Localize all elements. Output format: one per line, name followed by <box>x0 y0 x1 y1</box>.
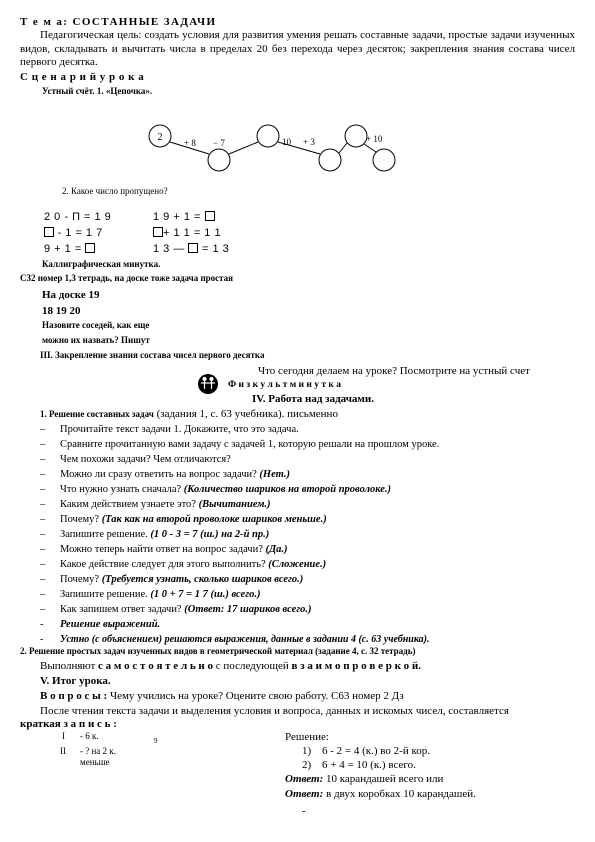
scenario-heading: С ц е н а р и й у р о к а <box>20 71 145 83</box>
short-note-nine: 9 <box>154 737 158 745</box>
chain-circle-5 <box>345 125 367 147</box>
solution-step-number: 1) <box>302 745 312 757</box>
section-4-heading: IV. Работа над задачами. <box>252 393 375 405</box>
solution-label: Решение: <box>285 731 329 743</box>
short-note-row-text: - ? на 2 к. <box>80 746 116 756</box>
blank-box <box>188 243 198 253</box>
chain-op-1: + 8 <box>184 138 196 148</box>
equation-left-3: 9 + 1 = <box>44 243 95 255</box>
answer-line: Ответ: в двух коробках 10 карандашей. <box>285 788 476 800</box>
self-check-line: Выполняют с а м о с т о я т е л ь н о с последующей в з а и м о п р о в е р к о й. <box>40 660 422 672</box>
solution-step-text: 6 + 4 = 10 (к.) всего. <box>322 759 416 771</box>
chain-circle-3 <box>257 125 279 147</box>
chain-op-2: − 7 <box>213 138 225 148</box>
what-today-text: Что сегодня делаем на уроке? Посмотрите на устный счет <box>258 365 530 377</box>
blank-box <box>205 211 215 221</box>
chain-circle-2 <box>208 149 230 171</box>
homework-line: С32 номер 1,3 тетрадь, на доске тоже задача простая <box>20 273 234 283</box>
short-note-row-roman: II <box>60 746 66 756</box>
board-numbers: 18 19 20 <box>42 305 81 317</box>
short-note-row-text: - 6 к. <box>80 731 99 741</box>
after-reading-text: После чтения текста задачи и выделения условия и вопроса, данных и искомых чисел, составляется <box>40 705 509 717</box>
chain-op-4: + 3 <box>303 137 315 147</box>
solution-step-number: 2) <box>302 759 312 771</box>
physical-exercise-icon <box>197 373 219 395</box>
answer-line: Ответ: 10 карандашей всего или <box>285 773 444 785</box>
short-note-less: меньше <box>80 757 110 767</box>
equation-right-3: 1 3 — = 1 3 <box>153 243 230 255</box>
task-1-heading: 1. Решение составных задач (задания 1, с. 63 учебника). письменно <box>40 408 338 420</box>
equation-right-2: + 1 1 = 1 1 <box>153 227 221 239</box>
blank-box <box>153 227 163 237</box>
equation-left-1: 2 0 - П = 1 9 <box>44 211 112 223</box>
questions-line: В о п р о с ы : Чему учились на уроке? Оцените свою работу. С63 номер 2 Дз <box>40 690 404 702</box>
section-5-heading: V. Итог урока. <box>40 675 111 687</box>
short-note-row-roman: I <box>62 731 65 741</box>
neighbors-question-2: можно их назвать? Пишут <box>42 335 150 345</box>
chain-diagram <box>140 118 410 178</box>
chain-start: 2 <box>157 132 163 143</box>
blank-box <box>85 243 95 253</box>
intro-paragraph: Педагогическая цель: создать условия для развития умения решать составные задачи, простые задачи изученных видов, складывать и вычитать числа в пределах 20 без перехода через десяток; закрепления знания состава чисел первого десятка. <box>20 29 575 68</box>
blank-box <box>44 227 54 237</box>
equation-left-2: - 1 = 1 7 <box>44 227 103 239</box>
chain-circle-4 <box>319 149 341 171</box>
phys-minute-heading: Ф и з к у л ь т м и н у т к а <box>228 380 342 390</box>
calligraphy-heading: Каллиграфическая минутка. <box>42 259 161 269</box>
oral-count-heading: Устный счёт. 1. «Цепочка». <box>42 86 153 96</box>
page-title: Т е м а: СОСТАННЫЕ ЗАДАЧИ <box>20 16 217 28</box>
section-3-heading: III. Закрепление знания состава чисел первого десятка <box>40 350 265 360</box>
missing-question: 2. Какое число пропущено? <box>62 186 168 196</box>
neighbors-question-1: Назовите соседей, как еще <box>42 320 150 330</box>
solution-step-text: 6 - 2 = 4 (к.) во 2-й кор. <box>322 745 430 757</box>
short-note-heading: краткая з а п и с ь : <box>20 718 117 730</box>
bottom-dash: - <box>302 805 306 817</box>
chain-op-5: + 10 <box>366 134 383 144</box>
equation-right-1: 1 9 + 1 = <box>153 211 215 223</box>
chain-op-3: 10 <box>282 137 291 147</box>
task-2-heading: 2. Решение простых задач изученных видов в геометрической материал (задание 4, с. 32 тетрадь) <box>20 646 416 656</box>
chain-circle-6 <box>373 149 395 171</box>
board-heading: На доске 19 <box>42 289 100 301</box>
